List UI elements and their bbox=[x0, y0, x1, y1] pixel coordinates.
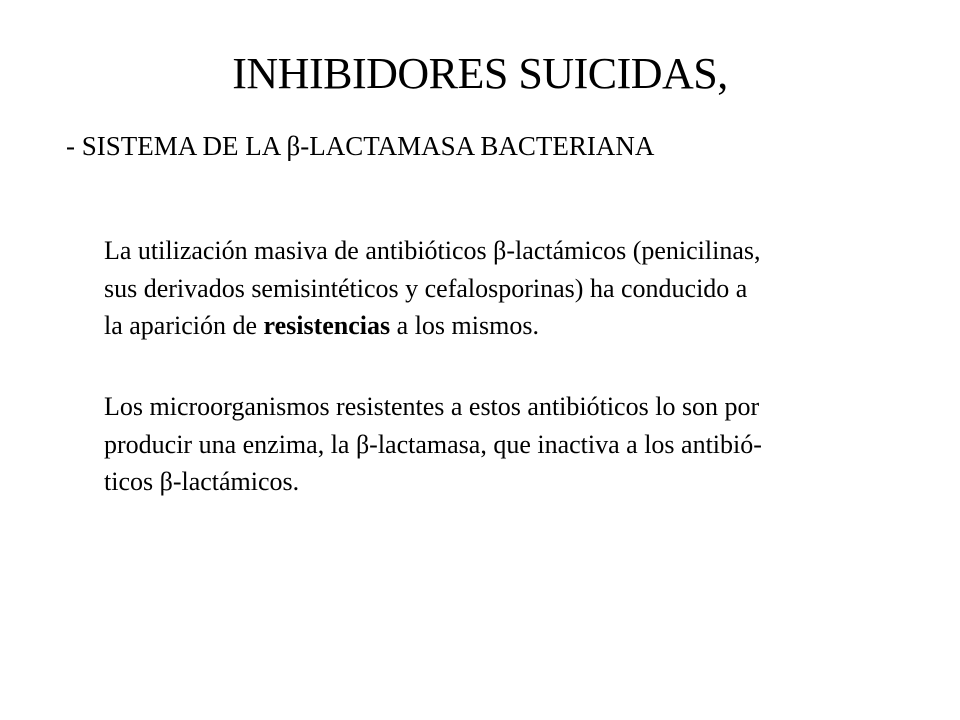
slide-title: INHIBIDORES SUICIDAS, bbox=[232, 49, 728, 98]
paragraph-beta-lactamase bbox=[104, 388, 924, 501]
paragraph-1-line-2: sus derivados semisintéticos y cefalosporinas) ha conducido a bbox=[104, 273, 748, 303]
paragraph-1-line-3-start: la aparición de bbox=[104, 311, 264, 340]
paragraph-2-line-2: producir una enzima, la β-lactamasa, que inactiva a los antibió- bbox=[104, 429, 762, 459]
paragraph-2-line-1: Los microorganismos resistentes a estos antibióticos lo son por bbox=[104, 392, 760, 421]
emphasis-resistencias: resistencias bbox=[263, 311, 391, 340]
paragraph-1-line-3-end: a los mismos. bbox=[390, 311, 539, 340]
slide-subtitle: - SISTEMA DE LA β-LACTAMASA BACTERIANA bbox=[66, 131, 655, 161]
paragraph-1-line-1: La utilización masiva de antibióticos β-lactámicos (penicilinas, bbox=[104, 236, 761, 265]
paragraph-resistance-origin bbox=[104, 232, 924, 345]
paragraph-2-line-3: ticos β-lactámicos. bbox=[104, 467, 300, 496]
paragraph-1-line-3 bbox=[104, 307, 924, 345]
